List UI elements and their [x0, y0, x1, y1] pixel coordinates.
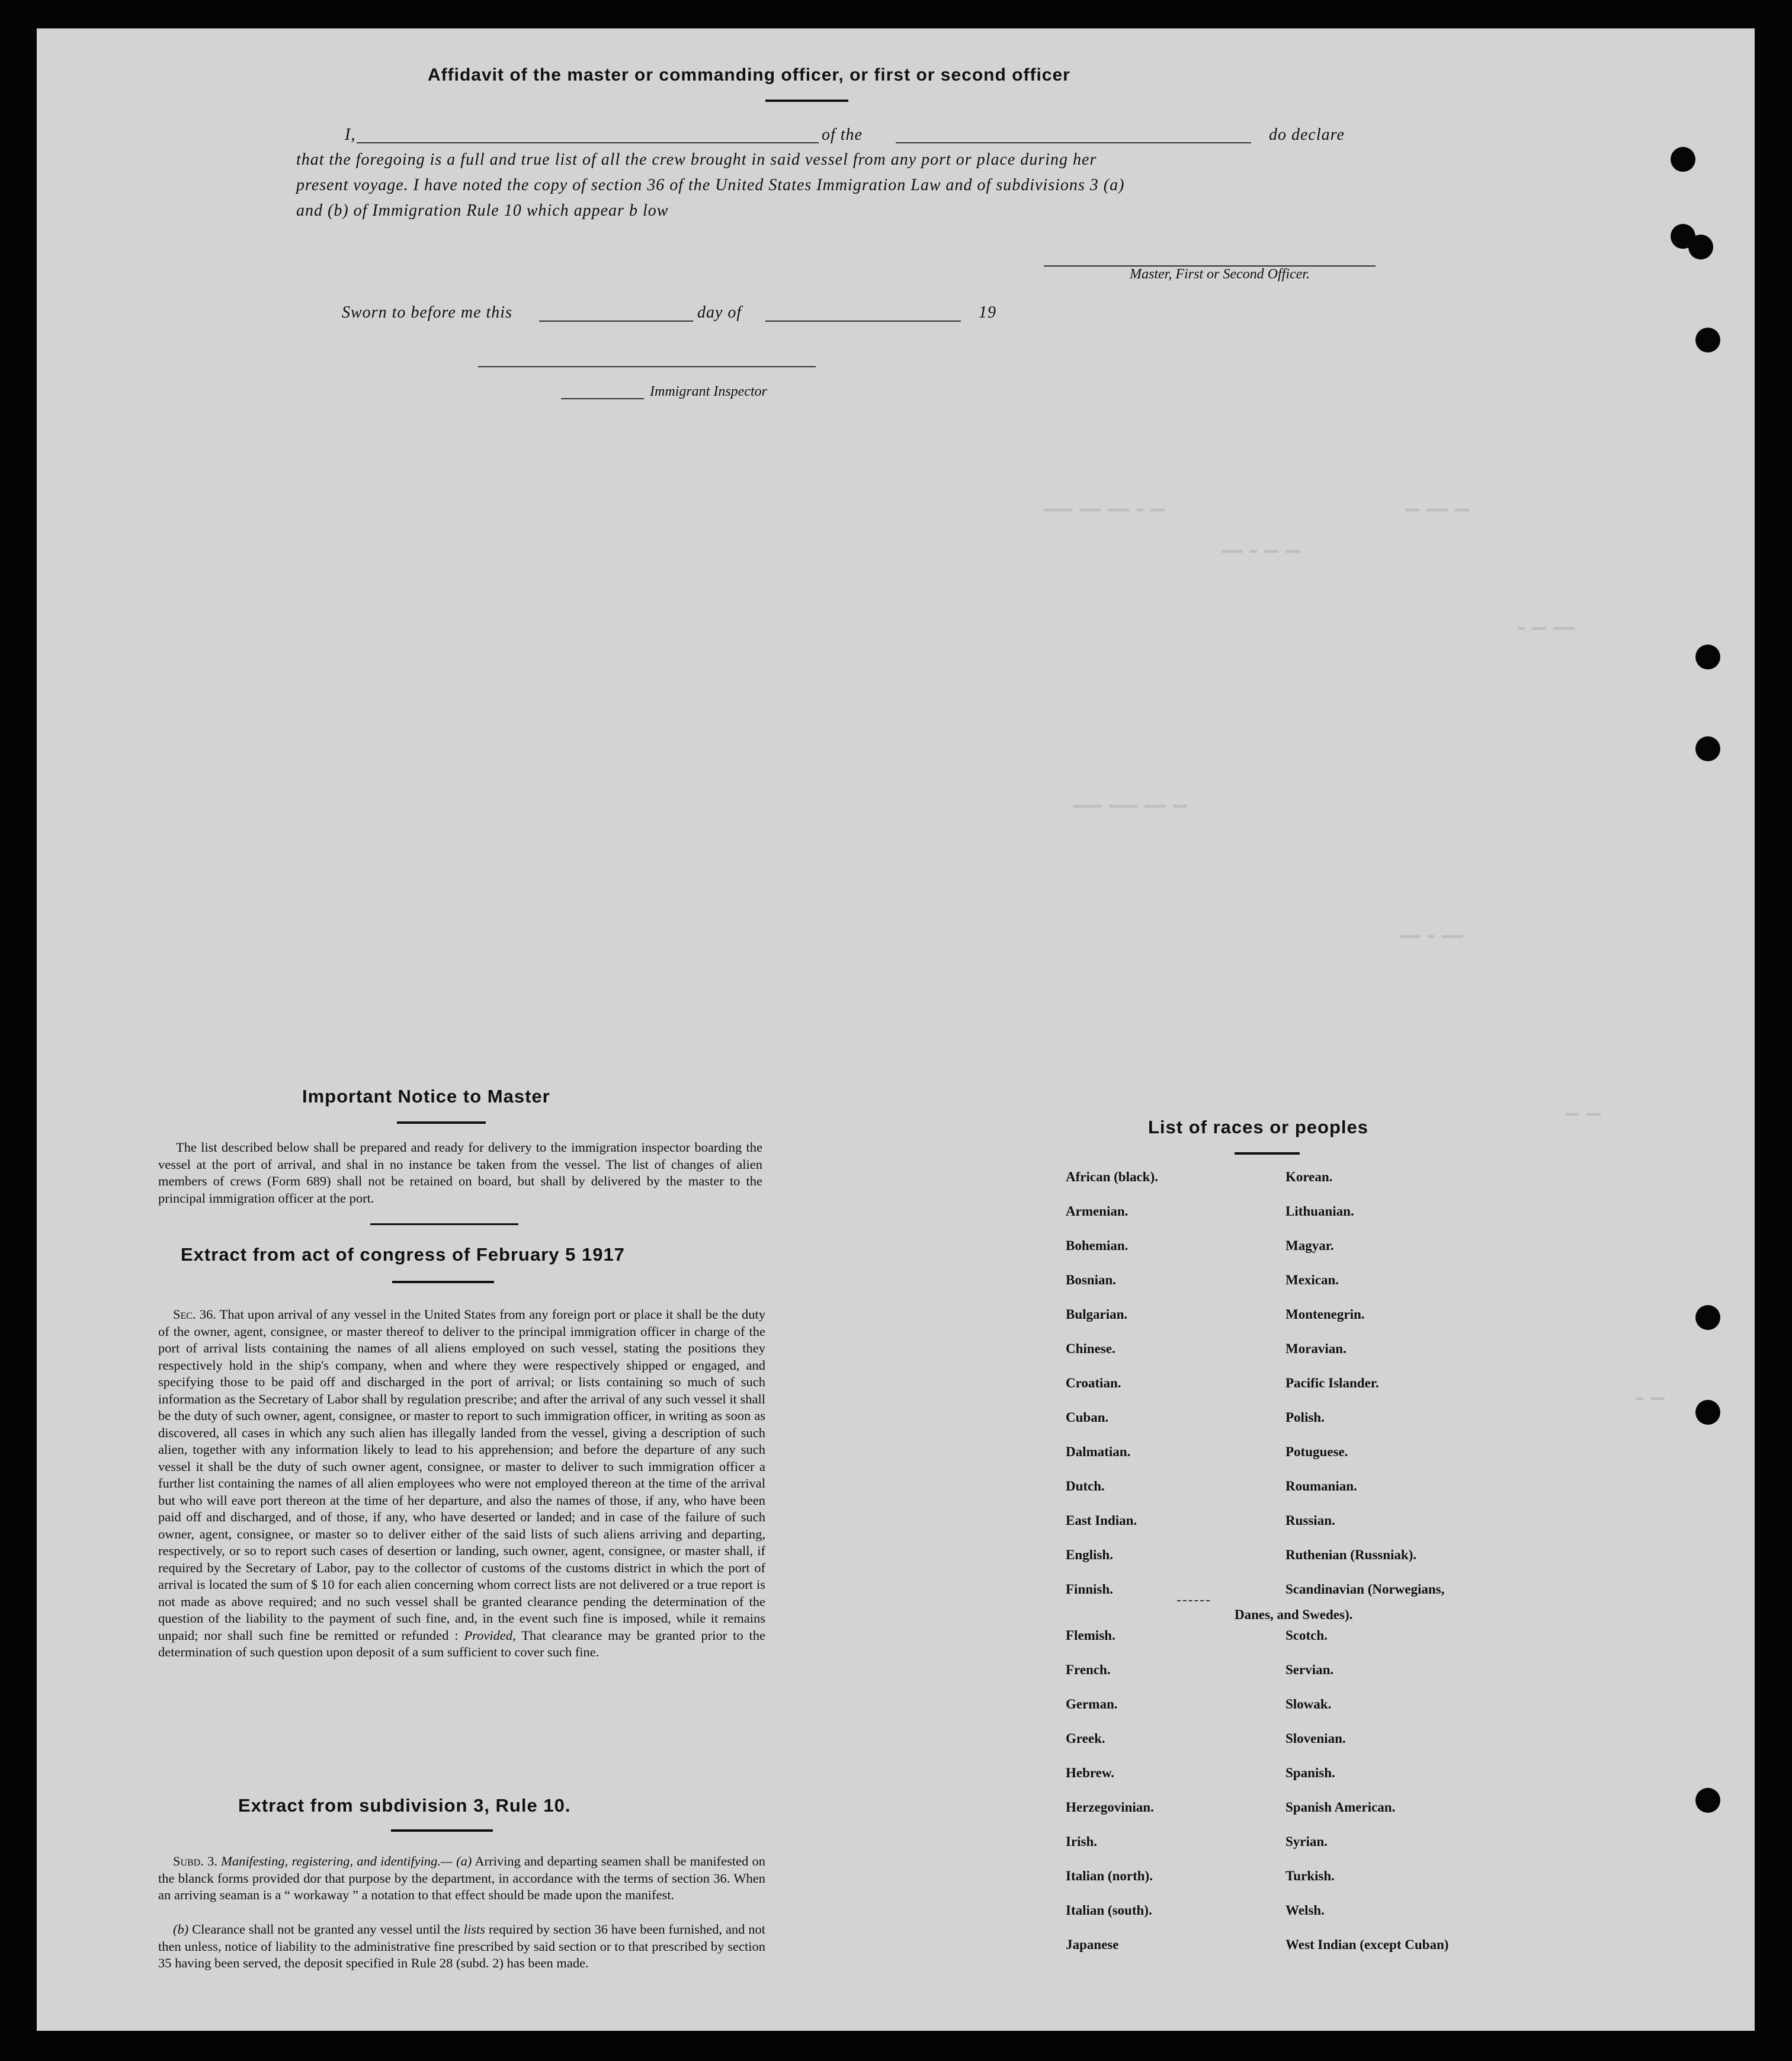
- race-item: Welsh.: [1286, 1903, 1325, 1918]
- race-item: Spanish American.: [1286, 1800, 1396, 1815]
- affidavit-of-the: of the: [822, 126, 863, 144]
- notice-title: Important Notice to Master: [302, 1086, 550, 1107]
- race-item: Italian (north).: [1066, 1868, 1153, 1883]
- binder-hole: [1695, 1788, 1720, 1813]
- affidavit-line-4: and (b) of Immigration Rule 10 which appear b low: [296, 201, 669, 220]
- race-item: Lithuanian.: [1286, 1204, 1354, 1219]
- act-text: [158, 1306, 765, 1661]
- rule-part-b-pre: Clearance shall not be granted any vessel until the: [192, 1922, 460, 1937]
- race-item: African (black).: [1066, 1169, 1158, 1184]
- vessel-blank[interactable]: [896, 142, 1251, 143]
- race-item: Mexican.: [1286, 1273, 1339, 1287]
- rule-part-b-post: required by section 36 have been furnished, and not then unless, notice of liability to the administrative fine prescribed by said section or to that prescribed by section 35 having been served, the deposit specified in Rule 28 (subd. 2) has been made.: [158, 1922, 766, 1970]
- inspector-label: Immigrant Inspector: [650, 384, 767, 399]
- binder-hole: [1688, 235, 1713, 259]
- act-section-label: Sec. 36.: [173, 1307, 216, 1322]
- race-item: Turkish.: [1286, 1868, 1335, 1883]
- race-scandinavian-continuation: Danes, and Swedes).: [1235, 1607, 1353, 1622]
- affidavit-i: I,: [345, 126, 356, 144]
- race-item: Spanish.: [1286, 1765, 1335, 1780]
- race-item: Dutch.: [1066, 1479, 1105, 1493]
- race-item: Pacific Islander.: [1286, 1376, 1379, 1390]
- rule-part-b-label: (b): [173, 1922, 189, 1937]
- race-item: Ruthenian (Russniak).: [1286, 1547, 1417, 1562]
- rule-part-a: [158, 1853, 765, 1904]
- affidavit-title-rule: [765, 100, 848, 102]
- race-item: Italian (south).: [1066, 1903, 1152, 1918]
- race-item: Bohemian.: [1066, 1238, 1129, 1253]
- race-item: Chinese.: [1066, 1341, 1115, 1356]
- act-title-rule: [392, 1281, 494, 1283]
- race-item: Bosnian.: [1066, 1273, 1117, 1287]
- race-item: Cuban.: [1066, 1410, 1109, 1425]
- race-item: Roumanian.: [1286, 1479, 1357, 1493]
- name-blank[interactable]: [357, 142, 819, 143]
- sworn-month-blank[interactable]: [765, 320, 961, 322]
- race-item: Scotch.: [1286, 1628, 1328, 1643]
- signature-label: Master, First or Second Officer.: [1130, 267, 1310, 282]
- inspector-signature-line[interactable]: [478, 366, 816, 367]
- race-item: Irish.: [1066, 1834, 1098, 1849]
- races-title: List of races or peoples: [1148, 1117, 1368, 1137]
- race-item: Croatian.: [1066, 1376, 1121, 1390]
- sworn-day-of: day of: [697, 303, 742, 322]
- race-item: Syrian.: [1286, 1834, 1328, 1849]
- rule-part-a-text: Arriving and departing seamen shall be manifested on the blanck forms provided dor that purpose by the department, in accordance with the terms of section 36. When an arriving seaman is a “ workaway ” a notation to that effect should be made upon the manifest.: [158, 1854, 766, 1902]
- affidavit-line-2: that the foregoing is a full and true list of all the crew brought in said vessel from any port or place during her: [296, 150, 1097, 169]
- sworn-prefix: Sworn to before me this: [342, 303, 512, 322]
- race-item: Hebrew.: [1066, 1765, 1114, 1780]
- race-item: Montenegrin.: [1286, 1307, 1365, 1322]
- binder-hole: [1695, 1400, 1720, 1425]
- binder-hole: [1695, 645, 1720, 669]
- rule-part-a-label: (a): [456, 1854, 472, 1868]
- binder-hole: [1671, 147, 1695, 172]
- rule-part-b: [158, 1921, 765, 1972]
- notice-title-rule: [397, 1121, 486, 1124]
- act-title: Extract from act of congress of February 5 1917: [181, 1244, 625, 1265]
- binder-hole: [1695, 736, 1720, 761]
- binder-hole: [1695, 328, 1720, 352]
- sworn-year: 19: [979, 303, 996, 322]
- race-item: Slowak.: [1286, 1697, 1332, 1711]
- race-item: Flemish.: [1066, 1628, 1115, 1643]
- rule-subd-label: Subd. 3.: [173, 1854, 217, 1868]
- race-item: Polish.: [1286, 1410, 1325, 1425]
- races-title-rule: [1235, 1152, 1300, 1155]
- act-tail: That clearance may be granted prior to the determination of such question upon deposit of a sum sufficient to cover such fine.: [158, 1627, 766, 1659]
- race-item: French.: [1066, 1662, 1111, 1677]
- race-item: Dalmatian.: [1066, 1444, 1131, 1459]
- race-item: Magyar.: [1286, 1238, 1334, 1253]
- notice-text: The list described below shall be prepared and ready for delivery to the immigration inspector boarding the vessel at the port of arrival, and shal in no instance be taken from the vessel. The list of changes of alien members of crews (Form 689) shall not be retained on board, but shall by delivered by the master to the principal immigration officer at the port.: [158, 1140, 762, 1206]
- act-provided: Provided,: [464, 1627, 516, 1643]
- act-body: That upon arrival of any vessel in the United States from any foreign port or place it shall be the duty of the owner, agent, consignee, or master thereof to deliver to the principal immigration officer in charge of the port of arrival lists containing the names of all aliens employed on such vessel, stating the positions they respectively hold in the ship's company, when and where they were respectively shipped or engaged, and specifying those to be paid off and discharged in the port of arrival; or lists containing so much of such information as the Secretary of Labor shall by regulation prescribe; and after the arrival of any such vessel it shall be the duty of such owner, agent, consignee, or master to report to such immigration officer, in writing as soon as discovered, all cases in which any such alien has illegally landed from the vessel, giving a description of such alien, together with any information likely to lead to his apprehension; and before the departure of any such vessel it shall be the duty of such owner agent, consignee, or master to deliver to such immigration officer a further list containing the names of all alien employees who were not employed thereon at the time of the arrival but who will eave port thereon at the time of her departure, and also the names of those, if any, who have been paid off and discharged, and of those, if any, who have deserted or landed; and in case of the failure of such owner, agent, consignee, or master so to deliver either of the said lists of such aliens arriving and departing, respectively, or so to report such cases of desertion or landing, such owner, agent, consignee, or master shall, if required by the Secretary of Labor, pay to the collector of customs of the customs district in which the port of arrival is located the sum of $ 10 for each alien concerning whom correct lists are not delivered or a true report is not made as above required; and no such vessel shall be granted clearance pending the determination of the question of the liability to the payment of such fine, and, in the event such fine is imposed, while it remains unpaid; nor shall such fine be remitted or refunded :: [158, 1307, 766, 1643]
- race-item: Servian.: [1286, 1662, 1334, 1677]
- race-item: Scandinavian (Norwegians,: [1286, 1582, 1445, 1597]
- inspector-short-line: [561, 398, 644, 399]
- race-item: Bulgarian.: [1066, 1307, 1128, 1322]
- race-item: Herzegovinian.: [1066, 1800, 1154, 1815]
- rule-part-b-lists: lists: [463, 1922, 486, 1937]
- rule-title-rule: [391, 1829, 493, 1832]
- race-item: Russian.: [1286, 1513, 1335, 1528]
- rule-title: Extract from subdivision 3, Rule 10.: [238, 1795, 571, 1816]
- race-item: Slovenian.: [1286, 1731, 1346, 1746]
- race-item: Armenian.: [1066, 1204, 1129, 1219]
- sworn-day-blank[interactable]: [539, 320, 693, 322]
- binder-hole: [1695, 1305, 1720, 1330]
- race-item: East Indian.: [1066, 1513, 1137, 1528]
- race-item: Moravian.: [1286, 1341, 1347, 1356]
- race-item: English.: [1066, 1547, 1113, 1562]
- notice-divider: [370, 1223, 518, 1225]
- race-item: Greek.: [1066, 1731, 1105, 1746]
- race-item: West Indian (except Cuban): [1286, 1937, 1449, 1952]
- affidavit-title: Affidavit of the master or commanding officer, or first or second officer: [428, 65, 1070, 85]
- manifest-sheet: ▬▬ ▬▬▬ ▬▬ ▬▬▬▬ ▬▬▬ ▬▬▬ ▬ ▬▬ ▬▬▬ ▬ ▬▬ ▬▬ ▬ ▬▬ ▬▬▬ ▬▬▬▬ ▬▬▬▬ ▬▬▬ ▬▬ ▬▬▬ ▬ ▬▬▬ ▬▬ ▬▬ ▬ ▬▬ Affidavit of the master or commanding officer, or first or second officer I, of the do declare that the foregoing is a full and true list of all the crew brought in said vessel from any port or place during her present voyage. I have noted the copy of section 36 of the United States Immigration Law and of subdivisions 3 (a) and (b) of Immigration Rule 10 which appear b low Master, First or Second Officer. Sworn to before me this day of 19 Immigrant Inspector Important Notice to Master The list described below shall be prepared and ready for delivery to the immigration inspector boarding the vessel at the port of arrival, and shal in no instance be taken from the vessel. The list of changes of alien members of crews (Form 689) shall not be retained on board, but shall by delivered by the master to the principal immigration officer at the port. Extract from act of congress of February 5 1917 Sec. 36. That upon arrival of any vessel in the United States from any foreign port or place it shall be the duty of the owner, agent, consignee, or master thereof to deliver to the principal immigration officer in charge of the port of arrival lists containing the names of all aliens employed on such vessel, stating the positions they respectively hold in the ship's company, when and where they were respectively shipped or engaged, and specifying those to be paid off and discharged in the port of arrival; or lists containing so much of such information as the Secretary of Labor shall by regulation prescribe; and after the arrival of any such vessel it shall be the duty of such owner, agent, consignee, or master to report to such immigration officer, in writing as soon as discovered, all cases in which any such alien has illegally landed from the vessel, giving a description of such alien, together with any information likely to lead to his apprehension; and before the departure of any such vessel it shall be the duty of such owner agent, consignee, or master to deliver to such immigration officer a further list containing the names of all alien employees who were not employed thereon at the time of the arrival but who will eave port thereon at the time of her departure, and also the names of those, if any, who have been paid off and discharged, and of those, if any, who have deserted or landed; and in case of the failure of such owner, agent, consignee, or master so to deliver either of the said lists of such aliens arriving and departing, respectively, or so to report such cases of desertion or landing, such owner, agent, consignee, or master shall, if required by the Secretary of Labor, pay to the collector of customs of the customs district in which the port of arrival is located the sum of $ 10 for each alien concerning whom correct lists are not delivered or a true report is not made as above required; and no such vessel shall be granted clearance pending the determination of the question of the liability to the payment of such fine, and, in the event such fine is imposed, while it remains unpaid; nor shall such fine be remitted or refunded : Provided, That clearance may be granted prior to the determination of such question upon deposit of a sum sufficient to cover such fine. Extract from subdivision 3, Rule 10. Subd. 3. Manifesting, registering, and identifying.— (a) Arriving and departing seamen shall be manifested on the blanck forms provided dor that purpose by the department, in accordance with the terms of section 36. When an arriving seaman is a “ workaway ” a notation to that effect should be made upon the manifest. (b) Clearance shall not be granted any vessel until the lists required by section 36 have been furnished, and not then unless, notice of liability to the administrative fine prescribed by said section or to that prescribed by section 35 having been served, the deposit specified in Rule 28 (subd. 2) has been made. List of races or peoples African (black). Armenian. Bohemian. Bosnian. Bulgarian. Chinese. Croatian. Cuban. Dalmatian. Dutch. East Indian. English. Finnish. Flemish. French. German. Greek. Hebrew. Herzegovinian. Irish. Italian (north). Italian (south). Japanese Korean. Lithuanian. Magyar. Mexican. Montenegrin. Moravian. Pacific Islander. Polish. Potuguese. Roumanian. Russian. Ruthenian (Russniak). Scandinavian (Norwegians, Scotch. Servian. Slowak. Slovenian. Spanish. Spanish American. Syrian. Turkish. Welsh. West Indian (except Cuban) Danes, and Swedes).: [37, 28, 1755, 2031]
- race-item: Korean.: [1286, 1169, 1333, 1184]
- race-item: Potuguese.: [1286, 1444, 1348, 1459]
- scandinavian-mark: [1177, 1600, 1210, 1601]
- affidavit-line-3: present voyage. I have noted the copy of section 36 of the United States Immigration Law and of subdivisions 3 (a): [296, 176, 1125, 194]
- affidavit-do-declare: do declare: [1269, 126, 1345, 144]
- race-item: Finnish.: [1066, 1582, 1113, 1597]
- race-item: German.: [1066, 1697, 1118, 1711]
- race-item: Japanese: [1066, 1937, 1119, 1952]
- rule-subd-heading: Manifesting, registering, and identifying.—: [221, 1854, 453, 1868]
